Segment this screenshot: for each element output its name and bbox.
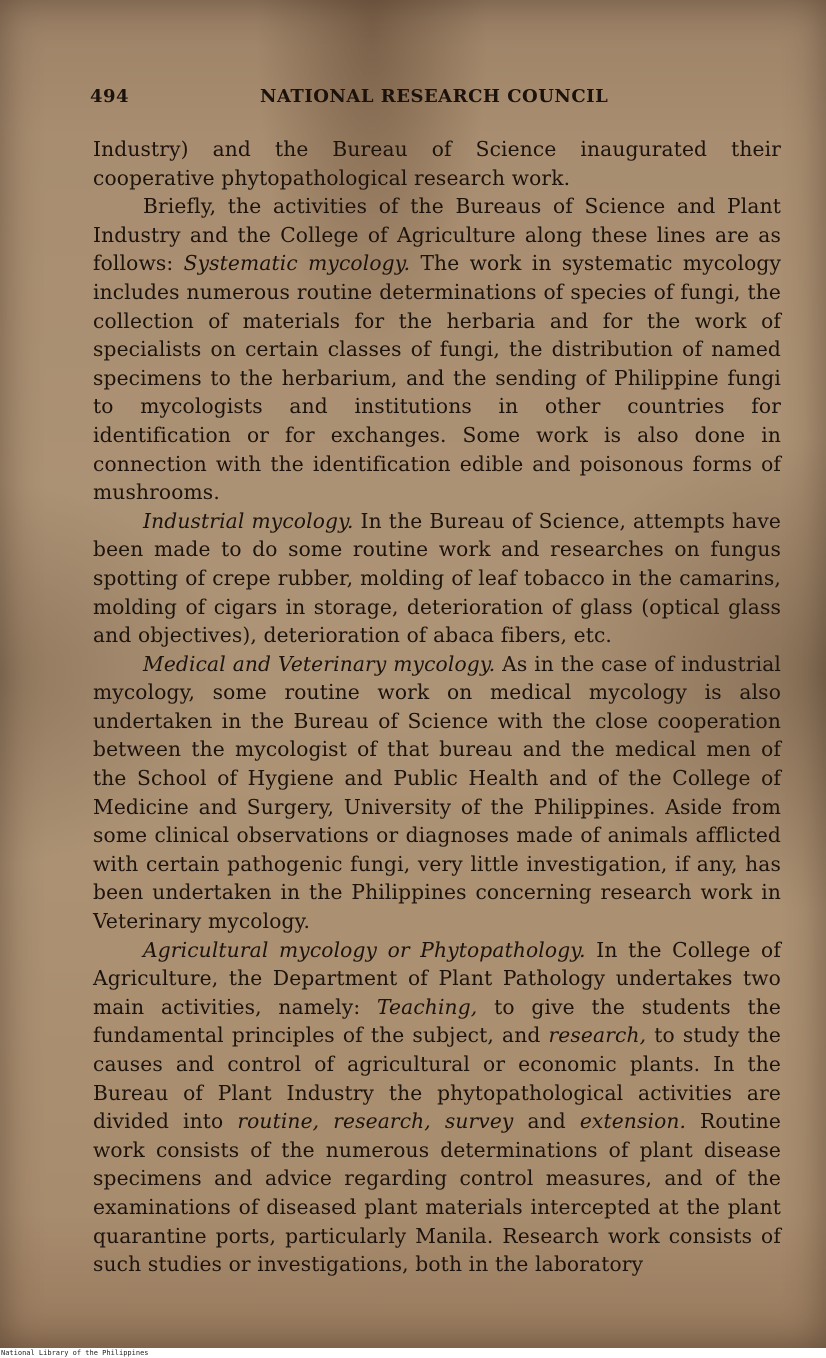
paragraph-1 xyxy=(93,135,781,192)
paragraph-2 xyxy=(93,192,781,507)
paragraph-3-body: In the Bureau of Science, attempts have been made to do some routine work and researches on fungus spotting of crepe rubber, molding of leaf tobacco in the camarins, molding of cigars in storage, deterioration of glass (optical glass and objectives), deterioration of abaca fibers, etc. xyxy=(93,508,781,648)
term-research: research, xyxy=(548,1023,647,1048)
paragraph-5-part-c: to study the causes and control of agricultural or economic plants. In the Bureau of Plant Industry the phytopathological activities are divided into xyxy=(93,1023,781,1134)
paragraph-5-part-a: In the College of Agriculture, the Department of Plant Pathology undertakes two main activities, namely: xyxy=(93,937,781,1019)
footer-credit: National Library of the Philippines xyxy=(1,1349,149,1357)
term-teaching: Teaching, xyxy=(377,994,478,1019)
term-extension: extension. xyxy=(579,1109,687,1134)
paragraph-2-lead: Briefly, the activities of the Bureaus of Science and Plant Industry and the College of Agriculture along these lines are as follows: xyxy=(93,194,781,276)
body-text xyxy=(93,135,781,1279)
paragraph-1-text: Industry) and the Bureau of Science inaugurated their cooperative phytopathological research work. xyxy=(93,137,781,190)
section-heading-agricultural: Agricultural mycology or Phytopathology. xyxy=(143,937,586,962)
section-heading-systematic: Systematic mycology. xyxy=(183,251,411,276)
paragraph-2-body: The work in systematic mycology includes numerous routine determinations of species of fungi, the collection of materials for the herbaria and for the work of specialists on certain classes of fungi, the distribution of named specimens to the herbarium, and the sending of Philippine fungi to mycologists and institutions in other countries for identification or for exchanges. Some work is also done in connection with the identification edible and poisonous forms of mushrooms. xyxy=(93,251,781,505)
page-number: 494 xyxy=(90,86,130,107)
header-title: NATIONAL RESEARCH COUNCIL xyxy=(260,86,609,107)
paragraph-4-body: As in the case of industrial mycology, some routine work on medical mycology is also undertaken in the Bureau of Science with the close cooperation between the mycologist of that bureau and the medical men of the School of Hygiene and Public Health and of the College of Medicine and Surgery, University of the Philippines. Aside from some clinical observations or diagnoses made of animals afflicted with certain pathogenic fungi, very little investigation, if any, has been undertaken in the Philippines concerning research work in Veterinary mycology. xyxy=(93,651,781,934)
paragraph-5-and: and xyxy=(513,1109,580,1134)
section-heading-industrial: Industrial mycology. xyxy=(143,508,354,533)
footer-strip xyxy=(0,1348,826,1358)
paragraph-5-part-d: Routine work consists of the numerous determinations of plant disease specimens and advice regarding control measures, and of the examinations of diseased plant materials intercepted at the plant quarantine ports, particularly Manila. Research work consists of such studies or investigations, both in the laboratory xyxy=(93,1109,781,1277)
section-heading-medical: Medical and Veterinary mycology. xyxy=(143,651,496,676)
running-head xyxy=(90,86,780,110)
paragraph-5-part-b: to give the students the fundamental principles of the subject, and xyxy=(93,994,781,1048)
term-routine-research-survey: routine, research, survey xyxy=(237,1109,514,1134)
paragraph-5 xyxy=(93,936,781,1279)
paragraph-4 xyxy=(93,650,781,936)
paragraph-3 xyxy=(93,507,781,650)
